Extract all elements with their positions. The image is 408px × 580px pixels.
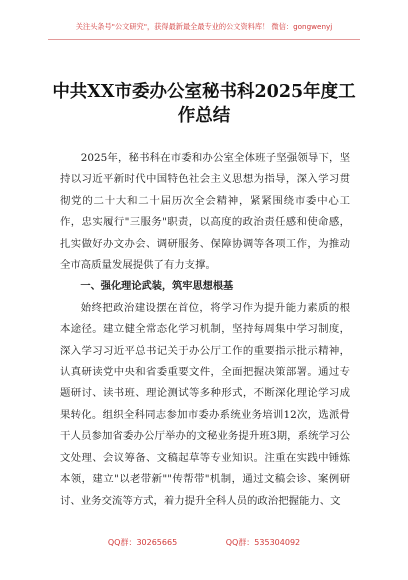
section-heading-1: 一、强化理论武装，筑牢思想根基 [80, 281, 234, 293]
footer-contact [0, 537, 408, 548]
document-body [60, 148, 350, 512]
footer-qq-group-2: QQ群：535304092 [225, 538, 301, 547]
section-1-paragraph: 始终把政治建设摆在首位，将学习作为提升能力素质的根本途径。建立健全常态化学习机制，坚持每周集中学习制度，深入学习习近平总书记关于办公厅工作的重要指示批示精神，认真研读党中央和省委重要文件，全面把握决策部署。通过专题研讨、读书班、理论测试等多种形式，不断深化理论学习成果转化。组织全科同志参加市委办系统业务培训12次，选派骨干人员参加省委办公厅举办的文秘业务提升班3期，系统学习公文处理、会议筹备、文稿起草等专业知识。注重在实践中锤炼本领，建立"以老带新""传帮带"机制，通过文稿会诊、案例研讨、业务交流等方式，着力提升全科人员的政治把握能力、文 [60, 301, 350, 507]
header-divider [48, 39, 360, 40]
intro-paragraph: 2025年，秘书科在市委和办公室全体班子坚强领导下，坚持以习近平新时代中国特色社会主义思想为指导，深入学习贯彻党的二十大和二十届历次全会精神，紧紧围绕市委中心工作，忠实履行"三服务"职责，以高度的政治责任感和使命感，扎实做好办文办会、调研服务、保障协调等各项工作，为推动全市高质量发展提供了有力支撑。 [60, 152, 350, 272]
footer-qq-group-1: QQ群：30265665 [107, 538, 178, 547]
header-note: 关注头条号"公文研究"，获得最新最全最专业的公文资料库！ 微信：gongwenyj [75, 22, 333, 31]
document-title: 中共XX市委办公室秘书科2025年度工作总结 [52, 82, 356, 126]
